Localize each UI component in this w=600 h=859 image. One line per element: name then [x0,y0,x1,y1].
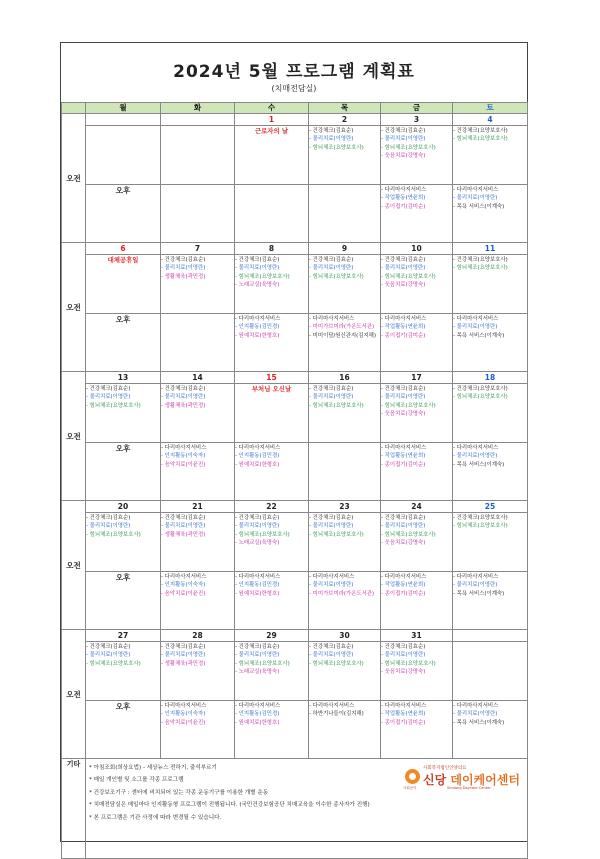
program-cell [235,384,309,443]
morning-row [62,642,528,701]
program-item: - 다리마사지서비스 [381,187,427,193]
date-cell: 11 [453,243,528,255]
program-cell [381,384,453,443]
header-thu: 목 [309,103,381,114]
date-cell: 18 [453,372,528,384]
program-cell [381,513,453,572]
afternoon-row [62,185,528,243]
program-item: - 다리마사지서비스 [453,445,499,451]
program-cell [161,701,235,759]
program-cell [453,255,528,314]
program-cell [381,185,453,243]
program-cell [86,513,161,572]
program-item: - 원예치료(한형호) [235,461,280,468]
period-label-pm: 오후 [86,701,161,759]
program-cell [235,513,309,572]
period-label-pm: 오후 [86,314,161,372]
logo-org: 사회복지법인안양의료 [423,766,467,771]
date-cell [453,630,528,642]
date-cell [161,114,235,126]
program-item: - 물리치료(이영란) [453,324,498,331]
program-item: - 물리치료(이영란) [235,265,280,272]
program-item: - 힘뇌체조(요양보호사) [309,273,364,280]
program-item: - 웃음치료(강명숙) [381,152,426,159]
note-item: * 매일 개인별 및 소그룹 각종 프로그램 [89,777,184,784]
program-item: - 종이접기(김미순) [381,461,426,468]
program-item: - 다리마사지서비스 [161,445,207,451]
header-mon: 월 [86,103,161,114]
program-cell [235,572,309,630]
program-item: - 건강체크(요양보호사) [453,128,508,134]
program-cell [453,513,528,572]
period-label-am: 오전 [62,114,86,243]
logo-mark-icon [405,769,420,784]
program-item: - 힘뇌체조(요양보호사) [309,660,364,667]
program-item: - 힘뇌체조(요양보호사) [309,144,364,151]
program-item: - 물리치료(이영란) [381,265,426,272]
program-cell [235,126,309,185]
date-cell: 13 [86,372,161,384]
header-sat: 토 [453,103,528,114]
program-cell [381,642,453,701]
program-cell [235,314,309,372]
program-cell [309,384,381,443]
program-item: - 다리마사지서비스 [235,316,281,322]
program-item: - 다리마사지서비스 [381,574,427,580]
program-item: - 건강체크(김효순) [161,257,206,263]
program-item: - 노래교실(육명숙) [235,668,280,675]
program-cell [381,255,453,314]
date-cell [86,114,161,126]
program-cell [309,513,381,572]
program-item: - 종이접기(김미순) [381,719,426,726]
date-cell: 25 [453,501,528,513]
program-item: - 작업활동(연윤희) [381,324,426,331]
afternoon-row [62,572,528,630]
program-item: - 힘뇌체조(요양보호사) [381,144,436,151]
date-cell: 10 [381,243,453,255]
program-cell [86,126,161,185]
period-label-am: 오전 [62,243,86,372]
program-item: - 음악치료(이윤진) [161,461,206,468]
date-cell: 14 [161,372,235,384]
program-item: - 원예치료(한형호) [235,332,280,339]
program-cell [86,255,161,314]
program-cell [161,443,235,501]
program-item: - 건강체크(김효순) [309,515,354,521]
program-item: - 물리치료(이영란) [309,136,354,143]
program-item: - 힘뇌체조(요양보호사) [86,660,141,667]
program-item: - 생활체육(곽민정) [161,660,206,667]
program-item: - 목욕 서비스(이계숙) [453,719,505,726]
program-item: - 다리마사지서비스 [309,703,355,709]
date-cell: 8 [235,243,309,255]
program-item: - 물리치료(이영란) [309,652,354,659]
program-cell [235,443,309,501]
date-cell: 23 [309,501,381,513]
program-item: - 종이접기(김미순) [381,203,426,210]
program-item: - 다리마사지서비스 [453,703,499,709]
program-item: - 힘뇌체조(요양보호사) [309,531,364,538]
program-item: - 힘뇌체조(요양보호사) [86,402,141,409]
program-item: - 작업활동(연윤희) [381,582,426,589]
program-item: - 다리마사지서비스 [381,316,427,322]
holiday-label: 대체공휴일 [107,256,139,264]
program-cell [309,255,381,314]
center-logo [403,765,523,795]
program-item: - 건강체크(김효순) [235,257,280,263]
program-item: - 건강체크(김효순) [381,257,426,263]
program-item: - 웃음치료(강명숙) [381,668,426,675]
program-item: - 작업활동(연윤희) [381,195,426,202]
header-corner [62,103,86,114]
program-cell [453,443,528,501]
program-item: - 물리치료(이영란) [161,523,206,530]
program-item: - 힘뇌체조(요양보호사) [381,531,436,538]
program-item: - 목욕 서비스(이계숙) [453,461,505,468]
program-item: - 인지활동(이숙자) [161,453,206,460]
program-item: - 다리마사지서비스 [235,574,281,580]
program-item: - 힘뇌체조(요양보호사) [235,531,290,538]
program-item: - 물리치료(이영란) [86,523,131,530]
program-cell [453,642,528,701]
program-item: - 물리치료(이영란) [381,652,426,659]
program-item: - 다리마사지서비스 [235,445,281,451]
program-item: - 다리마사지서비스 [309,316,355,322]
program-item: - 인지활동(김민경) [235,453,280,460]
program-cell [381,701,453,759]
program-item: - 하반기나들이(김지해) [309,711,364,718]
program-item: - 건강체크(김효순) [161,386,206,392]
program-item: - 물리치료(이영란) [453,711,498,718]
program-cell [309,642,381,701]
program-cell [453,384,528,443]
logo-mark-label: 사회공익 [403,786,417,790]
program-item: - 다리마사지서비스 [161,574,207,580]
logo-name: 신당 데이케어센터 [423,773,520,787]
date-cell: 7 [161,243,235,255]
program-cell [86,642,161,701]
date-cell: 20 [86,501,161,513]
program-cell [309,701,381,759]
program-item: - 웃음치료(강명숙) [381,539,426,546]
period-label-am: 오전 [62,630,86,759]
program-item: - 미미이담/원신관지(김지해) [309,332,376,339]
program-item: - 물리치료(이영란) [453,453,498,460]
date-cell: 16 [309,372,381,384]
program-cell [161,126,235,185]
program-item: - 건강체크(김효순) [381,128,426,134]
date-cell: 9 [309,243,381,255]
notes-label: 기타 [62,759,86,859]
date-cell: 4 [453,114,528,126]
program-item: - 힘뇌체조(요양보호사) [235,660,290,667]
program-item: - 물리치료(이영란) [309,582,354,589]
program-item: - 건강체크(김효순) [381,386,426,392]
program-cell [309,443,381,501]
date-row [62,630,528,642]
program-item: - 힘뇌체조(요양보호사) [453,265,508,272]
program-cell [453,185,528,243]
date-cell: 3 [381,114,453,126]
program-cell [235,255,309,314]
program-cell [235,185,309,243]
period-label-pm: 오후 [86,185,161,243]
program-item: - 생활체육(곽민정) [161,273,206,280]
program-item: - 다리마사지서비스 [235,703,281,709]
header-tue: 화 [161,103,235,114]
note-item: * 아침조회(희상요법) - 세상뉴스 전하기, 출석부르기 [89,765,217,771]
program-item: - 물리치료(이영란) [161,652,206,659]
afternoon-row [62,314,528,372]
program-item: - 건강체크(김효순) [381,644,426,650]
program-item: - 힘뇌체조(요양보호사) [453,523,508,530]
calendar-sheet [60,42,528,842]
date-row [62,114,528,126]
page-title: 2024년 5월 프로그램 계획표 [173,62,415,82]
program-item: - 건강체크(김효순) [309,128,354,134]
date-cell: 24 [381,501,453,513]
program-item: - 물리치료(이영란) [381,136,426,143]
program-item: - 음악치료(이윤진) [161,590,206,597]
program-item: - 건강체크(김효순) [309,386,354,392]
program-item: - 건강체크(요양보호사) [453,515,508,521]
program-item: - 목욕 서비스(이계숙) [453,203,505,210]
date-cell: 21 [161,501,235,513]
program-item: - 인지활동(김민경) [235,582,280,589]
program-cell [453,126,528,185]
program-item: - 물리치료(이영란) [235,652,280,659]
date-row [62,372,528,384]
program-item: - 종이접기(김미순) [381,332,426,339]
program-item: - 물리치료(이영란) [453,582,498,589]
date-cell: 15 [235,372,309,384]
program-item: - 웃음치료(강명숙) [381,281,426,288]
program-item: - 작업활동(연윤희) [381,711,426,718]
program-item: - 건강체크(김효순) [235,515,280,521]
program-item: - 종이접기(김미순) [381,590,426,597]
program-cell [453,701,528,759]
period-label-am: 오전 [62,501,86,630]
program-item: - 물리치료(이영란) [235,523,280,530]
program-cell [453,314,528,372]
date-cell: 28 [161,630,235,642]
program-cell [309,185,381,243]
period-label-am: 오전 [62,372,86,501]
program-item: - 음악치료(이윤진) [161,719,206,726]
program-cell [309,572,381,630]
program-item: - 힘뇌체조(요양보호사) [381,402,436,409]
program-item: - 물리치료(이영란) [381,394,426,401]
program-cell [86,384,161,443]
program-item: - 물리치료(이영란) [381,523,426,530]
program-item: - 다리마사지서비스 [453,187,499,193]
program-item: - 건강체크(김효순) [86,515,131,521]
program-item: - 힘뇌체조(요양보호사) [235,273,290,280]
program-item: - 물리치료(이영란) [161,265,206,272]
program-item: - 작업활동(연윤희) [381,453,426,460]
program-cell [161,255,235,314]
program-item: - 미미가브미라(가온도서관) [309,590,375,597]
program-item: - 물리치료(이영란) [86,394,131,401]
note-item: * 본 프로그램은 기관 사정에 따라 변경될 수 있습니다. [89,814,222,821]
note-item: * 건강보조기구 : 센터에 비치되어 있는 각종 운동기구를 이용한 개별 운동 [89,789,269,796]
afternoon-row [62,701,528,759]
date-cell: 22 [235,501,309,513]
page-subtitle: (치매전담실) [271,84,317,93]
program-item: - 목욕 서비스(이계숙) [453,332,505,339]
program-item: - 다리마사지서비스 [453,316,499,322]
program-item: - 건강체크(김효순) [86,386,131,392]
holiday-label: 근로자의 날 [254,127,289,135]
date-row [62,501,528,513]
program-item: - 건강체크(요양보호사) [453,257,508,263]
program-item: - 건강체크(김효순) [161,644,206,650]
program-item: - 물리치료(이영란) [161,394,206,401]
morning-row [62,513,528,572]
program-item: - 힘뇌체조(요양보호사) [309,402,364,409]
program-cell [161,384,235,443]
header-fri: 금 [381,103,453,114]
program-item: - 미미가브미라(가온도서관) [309,324,375,331]
program-cell [161,314,235,372]
program-item: - 힘뇌체조(요양보호사) [86,531,141,538]
notes-row [62,759,528,859]
program-item: - 다리마사지서비스 [161,703,207,709]
program-cell [161,513,235,572]
program-item: - 노래교실(육명숙) [235,281,280,288]
program-item: - 건강체크(김효순) [309,644,354,650]
program-cell [161,642,235,701]
date-row [62,243,528,255]
program-item: - 다리마사지서비스 [309,574,355,580]
program-cell [309,126,381,185]
program-item: - 생활체육(곽민정) [161,531,206,538]
weekday-header-row [62,103,528,114]
period-label-pm: 오후 [86,572,161,630]
program-cell [381,572,453,630]
program-item: - 생활체육(곽민정) [161,402,206,409]
program-cell [309,314,381,372]
program-item: - 인지활동(이숙자) [161,582,206,589]
afternoon-row [62,443,528,501]
morning-row [62,384,528,443]
date-cell: 17 [381,372,453,384]
program-item: - 물리치료(이영란) [309,394,354,401]
program-cell [381,314,453,372]
program-cell [161,572,235,630]
date-cell: 2 [309,114,381,126]
program-item: - 인지활동(이숙자) [161,711,206,718]
program-cell [453,572,528,630]
notes-cell [86,759,528,859]
program-item: - 물리치료(이영란) [309,523,354,530]
program-item: - 인지활동(김민경) [235,324,280,331]
program-item: - 힘뇌체조(요양보호사) [453,136,508,143]
program-item: - 물리치료(이영란) [309,265,354,272]
program-item: - 힘뇌체조(요양보호사) [381,273,436,280]
period-label-pm: 오후 [86,443,161,501]
program-item: - 인지활동(김민경) [235,711,280,718]
program-cell [235,701,309,759]
morning-row [62,255,528,314]
header-wed: 수 [235,103,309,114]
program-item: - 다리마사지서비스 [381,445,427,451]
program-item: - 건강체크(요양보호사) [453,386,508,392]
date-cell: 1 [235,114,309,126]
program-item: - 건강체크(김효순) [381,515,426,521]
date-cell: 6 [86,243,161,255]
logo-english: Sindang Daycare Center [447,786,491,790]
program-item: - 물리치료(이영란) [453,195,498,202]
holiday-label: 부처님 오신날 [251,385,292,393]
program-item: - 노래교실(육명숙) [235,539,280,546]
program-item: - 웃음치료(강명숙) [381,410,426,417]
program-item: - 목욕 서비스(이계숙) [453,590,505,597]
date-cell: 30 [309,630,381,642]
date-cell: 29 [235,630,309,642]
program-item: - 다리마사지서비스 [453,574,499,580]
program-item: - 건강체크(김효순) [309,257,354,263]
schedule-table [61,102,528,859]
program-item: - 힘뇌체조(요양보호사) [453,394,508,401]
program-item: - 원예치료(한형호) [235,719,280,726]
program-cell [235,642,309,701]
program-item: - 물리치료(이영란) [86,652,131,659]
note-item: * 치매전담실은 매일마다 인지활동형 프로그램이 진행됩니다. (국민건강보험공단 치매교육을 이수한 종사자가 진행) [89,802,370,809]
program-cell [381,443,453,501]
program-item: - 원예치료(한형호) [235,590,280,597]
program-item: - 다리마사지서비스 [381,703,427,709]
program-cell [381,126,453,185]
program-item: - 건강체크(김효순) [161,515,206,521]
program-item: - 건강체크(김효순) [86,644,131,650]
date-cell: 31 [381,630,453,642]
program-cell [161,185,235,243]
date-cell: 27 [86,630,161,642]
morning-row [62,126,528,185]
program-item: - 힘뇌체조(요양보호사) [381,660,436,667]
program-item: - 건강체크(김효순) [235,644,280,650]
